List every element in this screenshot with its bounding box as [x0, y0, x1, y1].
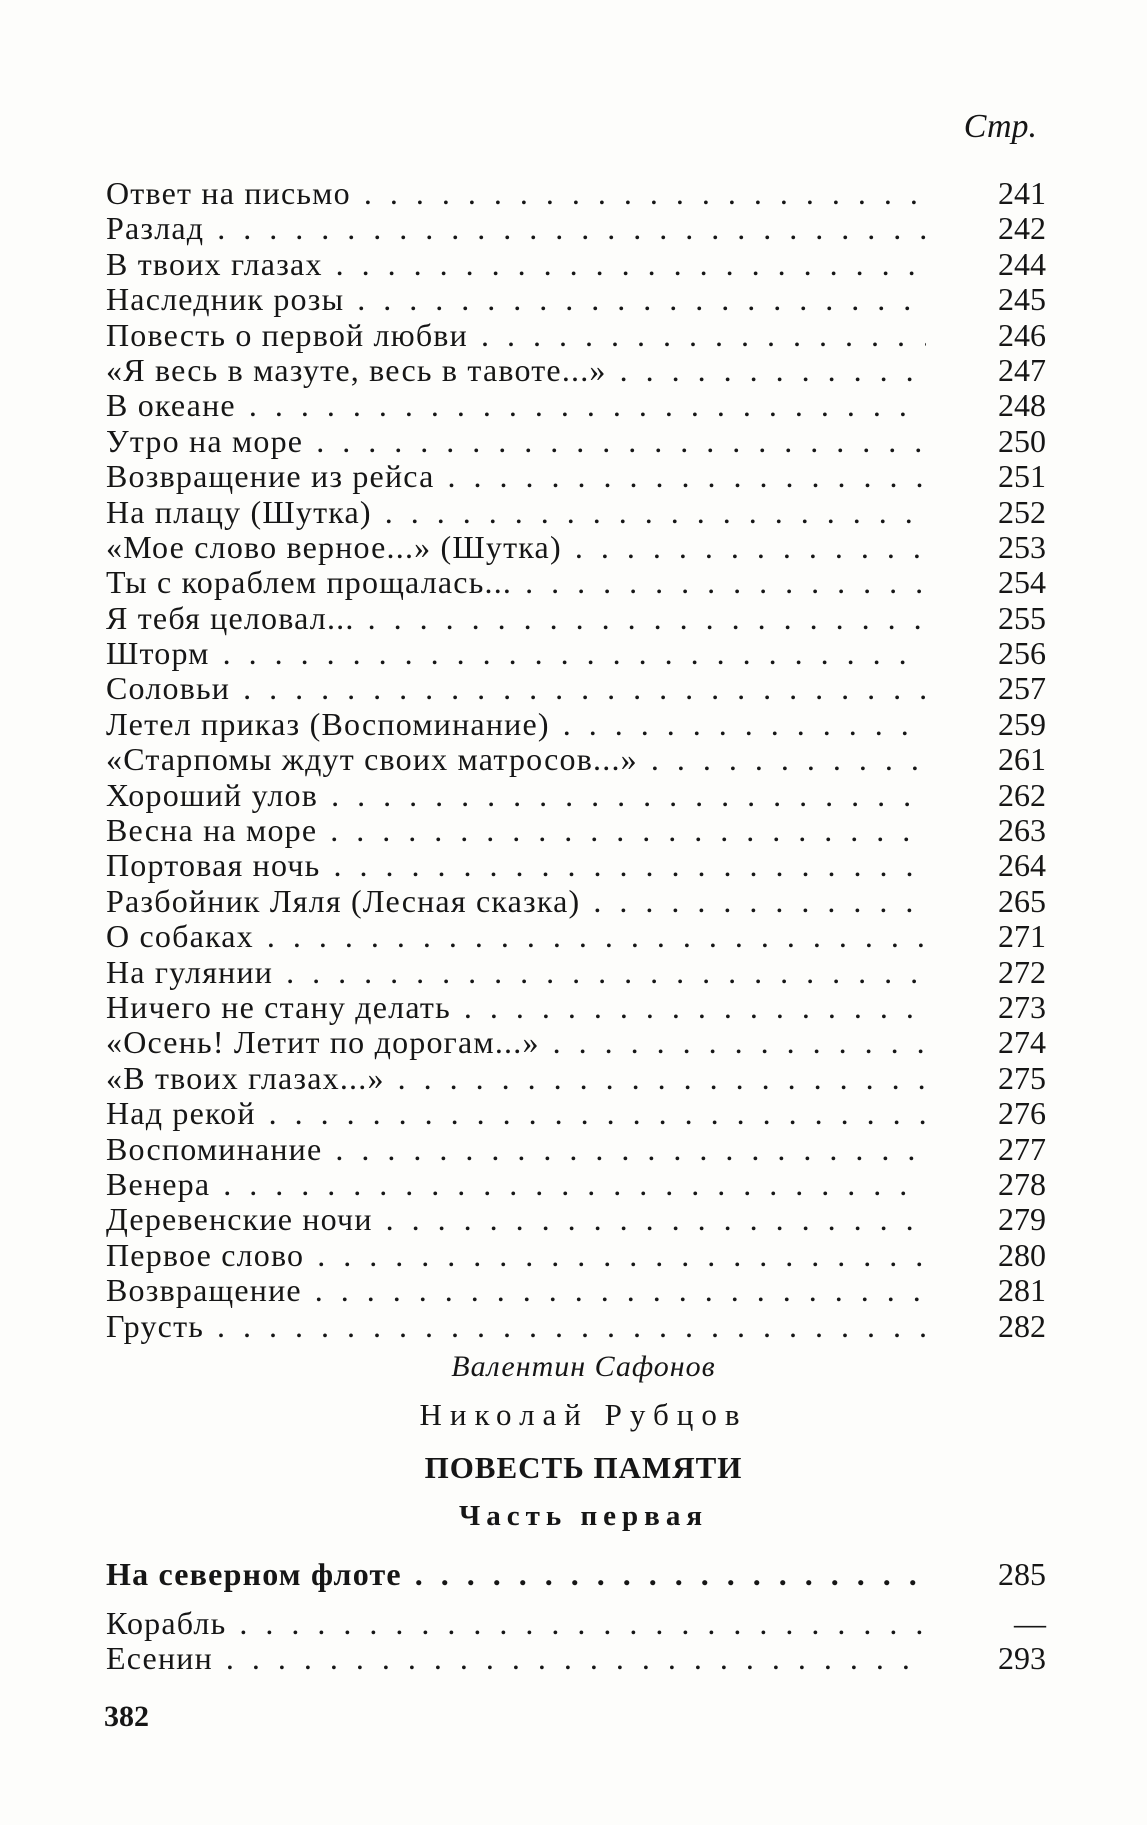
toc-entry-title: Наследник розы . . .: [106, 282, 926, 317]
toc-entry-title: О собаках . . .: [106, 919, 926, 954]
toc-entry-title: Есенин . . .: [106, 1641, 926, 1676]
toc-row: [106, 742, 1046, 777]
toc-entry-title: «В твоих глазах...» . . .: [106, 1061, 926, 1096]
toc-entry-page: 252: [998, 493, 1046, 530]
toc-row: [106, 353, 1046, 388]
toc-entry-title: На гулянии . . .: [106, 955, 926, 990]
toc-entry-page: 259: [998, 705, 1046, 742]
toc-row: [106, 388, 1046, 423]
subject-name: Николай Рубцов: [419, 1397, 748, 1432]
toc-entry-page: 278: [998, 1165, 1046, 1202]
toc-entry-page: 244: [998, 245, 1046, 282]
toc-row: [106, 990, 1046, 1025]
toc-entry-page: 276: [998, 1095, 1046, 1132]
toc-entry-title: Шторм . . .: [106, 636, 926, 671]
toc-entry-page: 285: [998, 1556, 1046, 1592]
toc-entry-title: «Я весь в мазуте, весь в тавоте...» . . .: [106, 353, 926, 388]
section-items: [106, 1606, 1046, 1677]
toc-row: [106, 955, 1046, 990]
toc-row: [106, 778, 1046, 813]
toc-entry-title: Разлад . . .: [106, 211, 926, 246]
toc-row: [106, 424, 1046, 459]
toc-entry-title: Грусть . . .: [106, 1309, 926, 1344]
toc-entry-title: Я тебя целовал... . . .: [106, 601, 926, 636]
toc-row: [106, 1132, 1046, 1167]
toc-row: [106, 1606, 1046, 1641]
toc-entry-page: 282: [998, 1307, 1046, 1344]
toc-row: [106, 1641, 1046, 1676]
toc-entry-page: 281: [998, 1272, 1046, 1309]
toc-entry-title: Возвращение из рейса . . .: [106, 459, 926, 494]
author-name: Валентин Сафонов: [451, 1350, 716, 1383]
toc-entry-title: Возвращение . . .: [106, 1273, 926, 1308]
toc-entry-title: Повесть о первой любви . . .: [106, 318, 926, 353]
toc-entry-page: 293: [998, 1640, 1046, 1677]
section-entry: [106, 1557, 1046, 1592]
toc-entry-title: В океане . . .: [106, 388, 926, 423]
page-column-header: Стр.: [963, 108, 1037, 145]
toc-row: [106, 671, 1046, 706]
toc-entry-title: «Старпомы ждут своих матросов...» . . .: [106, 742, 926, 777]
toc-row: [106, 565, 1046, 600]
toc-row: [106, 636, 1046, 671]
toc-entry-title: Разбойник Ляля (Лесная сказка) . . .: [106, 884, 926, 919]
toc-row: [106, 282, 1046, 317]
toc-entry-page: 245: [998, 281, 1046, 318]
toc-entry-page: 263: [998, 812, 1046, 849]
toc-entry-page: 251: [998, 458, 1046, 495]
toc-row: [106, 1025, 1046, 1060]
toc-entry-page: 271: [998, 918, 1046, 955]
toc-row: [106, 884, 1046, 919]
toc-entry-title: Портовая ночь . . .: [106, 848, 926, 883]
toc-entry-page: 261: [998, 741, 1046, 778]
toc-entry-page: 273: [998, 988, 1046, 1025]
toc-row: [106, 1202, 1046, 1237]
part-title: Часть первая: [458, 1500, 709, 1532]
book-title: ПОВЕСТЬ ПАМЯТИ: [424, 1450, 743, 1485]
toc-row: [106, 601, 1046, 636]
toc-entry-page: 257: [998, 670, 1046, 707]
toc-entry-title: Ты с кораблем прощалась... . . .: [106, 565, 926, 600]
toc-row: [106, 1273, 1046, 1308]
toc-row: [106, 1238, 1046, 1273]
toc-entry-title: Воспоминание . . .: [106, 1132, 926, 1167]
toc-entry-page: 246: [998, 316, 1046, 353]
toc-row: [106, 919, 1046, 954]
toc-entry-page: 274: [998, 1024, 1046, 1061]
toc-row: [106, 1557, 1046, 1592]
toc-entry-title: Летел приказ (Воспоминание) . . .: [106, 707, 926, 742]
toc-row: [106, 495, 1046, 530]
toc-row: [106, 848, 1046, 883]
toc-entry-page: 275: [998, 1059, 1046, 1096]
toc-entry-page: 247: [998, 351, 1046, 388]
toc-entry-page: 250: [998, 422, 1046, 459]
toc-entry-title: Над рекой . . .: [106, 1096, 926, 1131]
toc-entry-title: «Осень! Летит по дорогам...» . . .: [106, 1025, 926, 1060]
toc-entry-page: 262: [998, 776, 1046, 813]
toc-entry-page: 279: [998, 1201, 1046, 1238]
toc-entry-page: —: [1014, 1605, 1046, 1641]
toc-row: [106, 211, 1046, 246]
toc-entry-page: 255: [998, 599, 1046, 636]
toc-entry-title: Утро на море . . .: [106, 424, 926, 459]
toc-entry-page: 264: [998, 847, 1046, 884]
toc-entry-page: 277: [998, 1130, 1046, 1167]
toc-row: [106, 1061, 1046, 1096]
page-number: 382: [104, 1700, 149, 1733]
toc-entry-page: 253: [998, 528, 1046, 565]
toc-entry-page: 272: [998, 953, 1046, 990]
toc-entry-page: 265: [998, 882, 1046, 919]
toc-entry-title: Хороший улов . . .: [106, 778, 926, 813]
toc-entry-page: 248: [998, 387, 1046, 424]
toc-entry-page: 256: [998, 635, 1046, 672]
toc-row: [106, 707, 1046, 742]
toc-row: [106, 1167, 1046, 1202]
toc-entry-title: В твоих глазах . . .: [106, 247, 926, 282]
toc-row: [106, 247, 1046, 282]
toc-entry-page: 242: [998, 210, 1046, 247]
toc-entry-page: 254: [998, 564, 1046, 601]
toc-entry-title: На северном флоте . . .: [106, 1557, 926, 1592]
toc-row: [106, 813, 1046, 848]
toc-row: [106, 530, 1046, 565]
toc-entry-page: 280: [998, 1236, 1046, 1273]
toc-row: [106, 318, 1046, 353]
toc-row: [106, 176, 1046, 211]
toc-entry-title: Соловьи . . .: [106, 671, 926, 706]
toc-entry-title: Ответ на письмо . . .: [106, 176, 926, 211]
toc-entry-page: 241: [998, 175, 1046, 211]
toc-entry-title: На плацу (Шутка) . . .: [106, 495, 926, 530]
toc-row: [106, 1096, 1046, 1131]
table-of-contents: [106, 176, 1046, 1344]
toc-entry-title: Весна на море . . .: [106, 813, 926, 848]
toc-entry-title: Венера . . .: [106, 1167, 926, 1202]
toc-row: [106, 459, 1046, 494]
toc-entry-title: Первое слово . . .: [106, 1238, 926, 1273]
toc-entry-title: Деревенские ночи . . .: [106, 1202, 926, 1237]
toc-row: [106, 1309, 1046, 1344]
toc-entry-title: Корабль . . .: [106, 1606, 926, 1641]
toc-entry-title: «Мое слово верное...» (Шутка) . . .: [106, 530, 926, 565]
toc-entry-title: Ничего не стану делать . . .: [106, 990, 926, 1025]
